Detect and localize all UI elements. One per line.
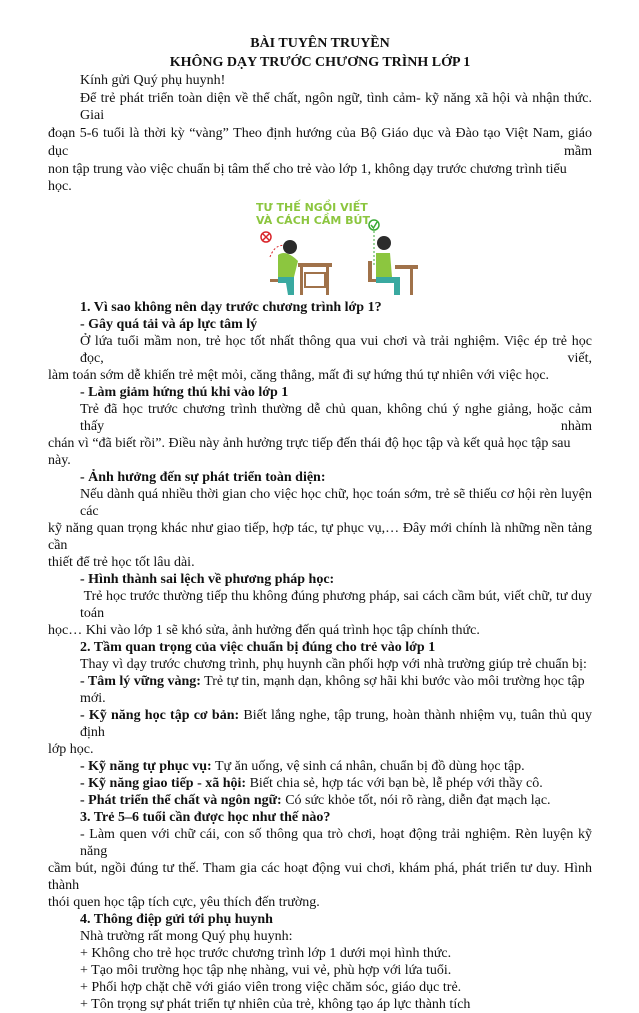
text-line [48, 758, 592, 775]
paragraph [48, 486, 596, 571]
text-line [48, 656, 592, 673]
paragraph [48, 775, 592, 792]
body-text: Kính gửi Quý phụ huynh! [80, 73, 226, 88]
body-text: Để trẻ phát triển toàn diện về thể chất, ngôn ngữ, tình cảm- kỹ năng xã hội và nhận thức. Giai [80, 90, 596, 124]
bold-text: - Phát triển thể chất và ngôn ngữ: [80, 792, 282, 808]
intro-section [48, 72, 596, 196]
text-line [48, 911, 592, 928]
bold-text: - Kỹ năng tự phục vụ: [80, 758, 212, 774]
bold-text: - Ảnh hưởng đến sự phát triển toàn diện: [80, 469, 326, 485]
text-line [48, 299, 592, 316]
body-text: thiết để trẻ học tốt lâu dài. [48, 554, 195, 570]
paragraph [48, 90, 596, 196]
body-text: Nếu dành quá nhiều thời gian cho việc học chữ, học toán sớm, trẻ sẽ thiếu cơ hội rèn luyện các [80, 486, 596, 519]
body-text: lớp học. [48, 741, 94, 757]
text-line [48, 826, 596, 860]
bold-text: - Kỹ năng học tập cơ bản: [80, 707, 240, 723]
text-line [48, 435, 592, 469]
bold-text: 2. Tầm quan trọng của việc chuẩn bị đúng cho trẻ vào lớp 1 [80, 639, 436, 655]
body-text: thói quen học tập tích cực, yêu thích đến trường. [48, 894, 320, 910]
text-line [48, 90, 596, 125]
body-text: Biết chia sẻ, hợp tác với bạn bè, lễ phép với thầy cô. [246, 775, 543, 791]
text-line [48, 928, 592, 945]
body-text: + Không cho trẻ học trước chương trình lớp 1 dưới mọi hình thức. [80, 945, 452, 961]
paragraph [48, 962, 592, 979]
body-text: Có sức khỏe tốt, nói rõ ràng, diễn đạt mạch lạc. [281, 792, 551, 808]
section-heading [48, 316, 592, 333]
section-heading [48, 911, 592, 928]
body-text: học… Khi vào lớp 1 sẽ khó sửa, ảnh hưởng đến quá trình học tập chính thức. [48, 622, 480, 638]
text-line [48, 554, 592, 571]
paragraph [48, 826, 596, 911]
text-line [48, 469, 592, 486]
body-text: non tập trung vào việc chuẩn bị tâm thế cho trẻ vào lớp 1, không dạy trước chương trình tiểu học. [48, 161, 571, 195]
text-line [48, 741, 592, 758]
text-line [48, 588, 596, 622]
figure-caption-1: TƯ THẾ NGỒI VIẾT [256, 200, 368, 214]
body-text: đoạn 5-6 tuổi là thời kỳ “vàng” Theo định hướng của Bộ Giáo dục và Đào tạo Việt Nam, giáo dục mầm [48, 126, 596, 159]
text-line [48, 639, 592, 656]
paragraph [48, 945, 592, 962]
body-text: Biết lắng nghe, tập trung, hoàn thành nhiệm vụ, tuân thủ quy định [80, 707, 596, 740]
text-line [48, 520, 596, 554]
bold-text: - Gây quá tải và áp lực tâm lý [80, 316, 258, 332]
figure-caption-2: VÀ CÁCH CẦM BÚT [256, 213, 370, 227]
body-text: Thay vì dạy trước chương trình, phụ huynh cần phối hợp với nhà trường giúp trẻ chuẩn bị: [80, 656, 587, 672]
body-text: + Phối hợp chặt chẽ với giáo viên trong việc chăm sóc, giáo dục trẻ. [80, 979, 462, 995]
section-heading [48, 809, 592, 826]
paragraph [48, 928, 592, 945]
text-line [48, 72, 592, 90]
text-line [48, 367, 592, 384]
section-heading [48, 639, 592, 656]
text-line [48, 996, 592, 1013]
paragraph [48, 758, 592, 775]
section-heading [48, 384, 592, 401]
bold-text: 3. Trẻ 5–6 tuổi cần được học như thế nào? [80, 809, 331, 825]
body-text: Trẻ đã học trước chương trình thường dễ chủ quan, không chú ý nghe giảng, hoặc cảm thấy nhàm [80, 401, 596, 434]
bold-text: - Kỹ năng giao tiếp - xã hội: [80, 775, 247, 791]
text-line [48, 775, 592, 792]
bold-text: 1. Vì sao không nên dạy trước chương trình lớp 1? [80, 299, 382, 315]
paragraph [48, 792, 592, 809]
text-line [48, 792, 592, 809]
text-line [48, 809, 592, 826]
bold-text: - Làm giảm hứng thú khi vào lớp 1 [80, 384, 289, 400]
body-text: kỹ năng quan trọng khác như giao tiếp, hợp tác, tự phục vụ,… Đây mới chính là những nền tảng cần [48, 520, 596, 553]
text-line [48, 673, 592, 707]
document-title [48, 35, 592, 72]
body-text: làm toán sớm dễ khiến trẻ mệt mỏi, căng thẳng, mất đi sự hứng thú tự nhiên với việc học. [48, 367, 550, 383]
paragraph [48, 979, 592, 996]
right-posture-figure [368, 220, 418, 295]
paragraph [48, 333, 596, 384]
body-text: Ở lứa tuổi mầm non, trẻ học tốt nhất thông qua vui chơi và trải nghiệm. Việc ép trẻ học đọc, viết, [80, 333, 596, 366]
body-text: Nhà trường rất mong Quý phụ huynh: [80, 928, 293, 944]
body-text: + Tạo môi trường học tập nhẹ nhàng, vui vẻ, phù hợp với lứa tuổi. [80, 962, 452, 978]
section-heading [48, 469, 592, 486]
body-text: + Tôn trọng sự phát triển tự nhiên của trẻ, không tạo áp lực thành tích [80, 996, 471, 1012]
paragraph [48, 588, 596, 639]
paragraph [48, 996, 592, 1013]
bold-text: 4. Thông điệp gửi tới phụ huynh [80, 911, 273, 927]
text-line [48, 125, 596, 160]
text-line [48, 401, 596, 435]
text-line [48, 486, 596, 520]
paragraph [48, 72, 592, 90]
body-text: chán vì “đã biết rồi”. Điều này ảnh hưởng trực tiếp đến thái độ học tập và kết quả học tập sau này. [48, 435, 575, 468]
bold-text: - Tâm lý vững vàng: [80, 673, 201, 689]
body-text: Trẻ tự tin, mạnh dạn, không sợ hãi khi bước vào môi trường học tập mới. [80, 673, 589, 706]
text-line [48, 979, 592, 996]
section-heading [48, 571, 592, 588]
title-line: BÀI TUYÊN TRUYỀN [250, 36, 390, 51]
sitting-posture-image [250, 197, 418, 299]
text-line [48, 945, 592, 962]
text-line [48, 161, 592, 196]
text-line [48, 571, 592, 588]
text-line [48, 333, 596, 367]
text-line [48, 316, 592, 333]
text-line [48, 860, 596, 894]
wrong-posture-figure [261, 232, 332, 295]
body-text: cầm bút, ngồi đúng tư thế. Tham gia các hoạt động vui chơi, khám phá, phát triển tư duy. Hình thành [48, 860, 596, 893]
document-page [48, 35, 596, 1013]
paragraph [48, 707, 596, 758]
body-section [48, 299, 596, 1013]
bold-text: - Hình thành sai lệch về phương pháp học: [80, 571, 335, 587]
paragraph [48, 673, 592, 707]
paragraph [48, 656, 592, 673]
text-line [48, 894, 592, 911]
text-line [48, 384, 592, 401]
text-line [48, 707, 596, 741]
body-text: Trẻ học trước thường tiếp thu không đúng phương pháp, sai cách cầm bút, viết chữ, tư duy toán [80, 588, 596, 621]
posture-illustration [48, 197, 592, 299]
body-text: Tự ăn uống, vệ sinh cá nhân, chuẩn bị đồ dùng học tập. [211, 758, 525, 774]
text-line [48, 962, 592, 979]
subtitle-line: KHÔNG DẠY TRƯỚC CHƯƠNG TRÌNH LỚP 1 [169, 54, 471, 70]
paragraph [48, 401, 596, 469]
text-line [48, 622, 592, 639]
body-text: - Làm quen với chữ cái, con số thông qua trò chơi, hoạt động trải nghiệm. Rèn luyện kỹ năng [80, 826, 596, 859]
section-heading [48, 299, 592, 316]
